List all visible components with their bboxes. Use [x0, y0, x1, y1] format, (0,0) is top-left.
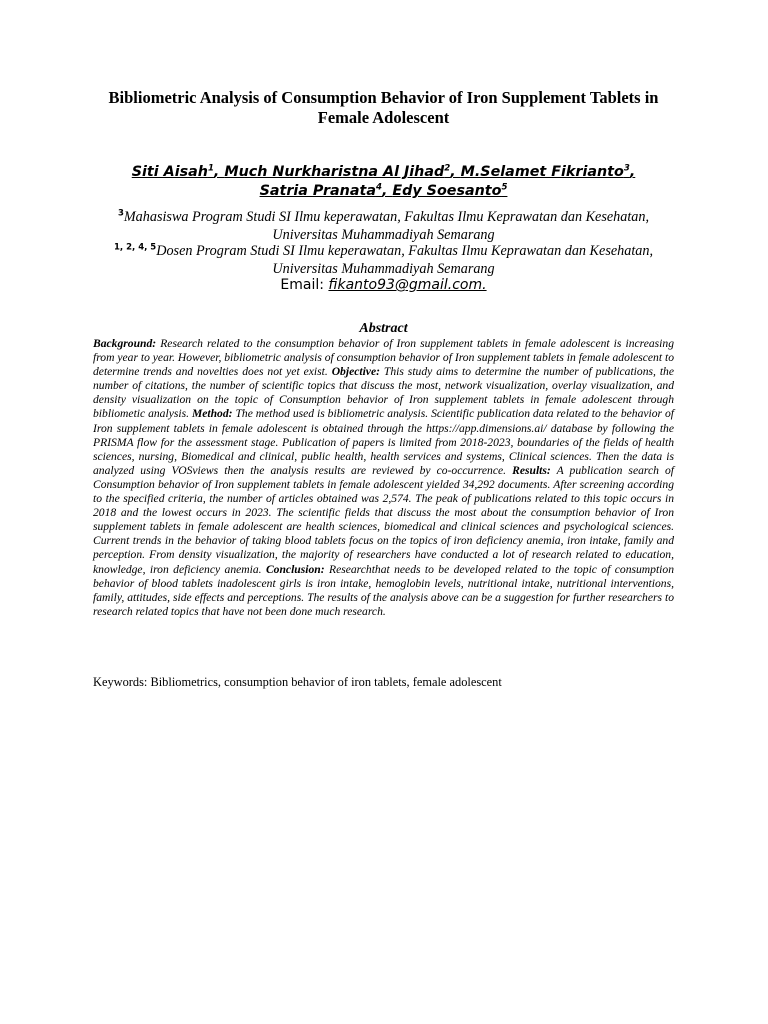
abstract-heading: Abstract	[359, 321, 408, 336]
keywords: Keywords: Bibliometrics, consumption behavior of iron tablets, female adolescent	[93, 675, 502, 689]
email-label: Email:	[280, 277, 324, 293]
section-label-objective: Objective:	[331, 365, 380, 379]
section-label-conclusion: Conclusion:	[265, 562, 325, 576]
affiliation-lecturers	[93, 243, 674, 278]
author-list	[93, 163, 674, 201]
author-separator: ,	[450, 164, 461, 180]
author-affiliation-mark: 3	[623, 163, 630, 174]
section-label-background: Background:	[93, 337, 157, 350]
contact-email	[93, 276, 674, 294]
paper-title: Bibliometric Analysis of Consumption Behavior of Iron Supplement Tablets in Female Adolescent	[108, 88, 659, 127]
affiliation-marks: 3	[117, 208, 124, 219]
author-separator: ,	[213, 164, 225, 180]
author-name: Much Nurkharistna Al Jihad	[224, 164, 445, 180]
section-text-results: A publication search of Consumption behavior of Iron supplement tablets in female adolescent yielded 34,292 documents. After screening according to the specified criteria, the number of articles obtained was 2,574. The peak of publications related to this topic occurs in 2018 and the lowest occurs in 2023. The scientific fields that discuss the most about the consumption behavior of Iron supplement tablets in female adolescent are health sciences, biomedical and clinical sciences and psychological sciences. Current trends in the behavior of taking blood tablets focus on the topics of iron deficiency anemia, iron intake, family and perception. From density visualization, the majority of researchers have conducted a lot of research related to education, knowledge, iron deficiency anemia.	[93, 463, 674, 576]
author-name: Siti Aisah	[131, 164, 208, 180]
author-name: M.Selamet Fikrianto	[460, 164, 624, 180]
section-text-method: The method used is bibliometric analysis. Scientific publication data related to the behavior of Iron supplement tablets in female adolescent is obtained through the https://app.dimensions.ai/ database by following the PRISMA flow for the assessment stage. Publication of papers is limited from 2018-2023, boundaries of the fields of health sciences, nursing, Biomedical and clinical, public health, health services and systems, Clinical sciences. Then the data is analyzed using VOSviews then the analysis results are reviewed by co-occurrence.	[93, 407, 675, 477]
section-text-background: Research related to the consumption behavior of Iron supplement tablets in female adolescent is increasing from year to year. However, bibliometric analysis of consumption behavior of Iron supplement tablets in female adolescent to determine trends and novelties does not yet exist.	[93, 337, 674, 379]
section-text-conclusion: Researchthat needs to be developed related to the topic of consumption behavior of blood tablets inadolescent girls is iron intake, hemoglobin levels, nutritional intake, nutritional interventions, family, attitudes, side effects and perceptions. The results of the analysis above can be a suggestion for further researchers to research related topics that have not been done much research.	[93, 562, 674, 618]
affiliation-marks: 1, 2, 4, 5	[113, 242, 157, 253]
affiliation-text: Mahasiswa Program Studi SI Ilmu keperawatan, Fakultas Ilmu Keprawatan dan Kesehatan, Universitas Muhammadiyah Semarang	[123, 209, 650, 243]
author-separator: ,	[629, 164, 636, 180]
affiliation-text: Dosen Program Studi SI Ilmu keperawatan, Fakultas Ilmu Keprawatan dan Kesehatan, Universitas Muhammadiyah Semarang	[156, 243, 654, 277]
email-link[interactable]: fikanto93@gmail.com.	[328, 277, 487, 293]
author-affiliation-mark: 2	[444, 163, 451, 174]
author-name: Satria Pranata	[259, 183, 376, 199]
author-name: Edy Soesanto	[392, 183, 502, 199]
abstract-body	[93, 337, 674, 619]
section-label-results: Results:	[512, 463, 551, 477]
author-affiliation-mark: 1	[207, 163, 214, 174]
section-text-objective: This study aims to determine the number of publications, the number of citations, the number of scientific topics that discuss the most, network visualization, overlay visualization, and density visualization on the topic of Consumption behavior of Iron supplement tablets in female adolescent through bibliometic analysis.	[93, 365, 675, 421]
affiliation-students	[93, 209, 674, 244]
author-affiliation-mark: 4	[375, 182, 382, 193]
author-affiliation-mark: 5	[501, 182, 508, 193]
section-label-method: Method:	[191, 407, 233, 421]
author-separator: ,	[381, 183, 393, 199]
